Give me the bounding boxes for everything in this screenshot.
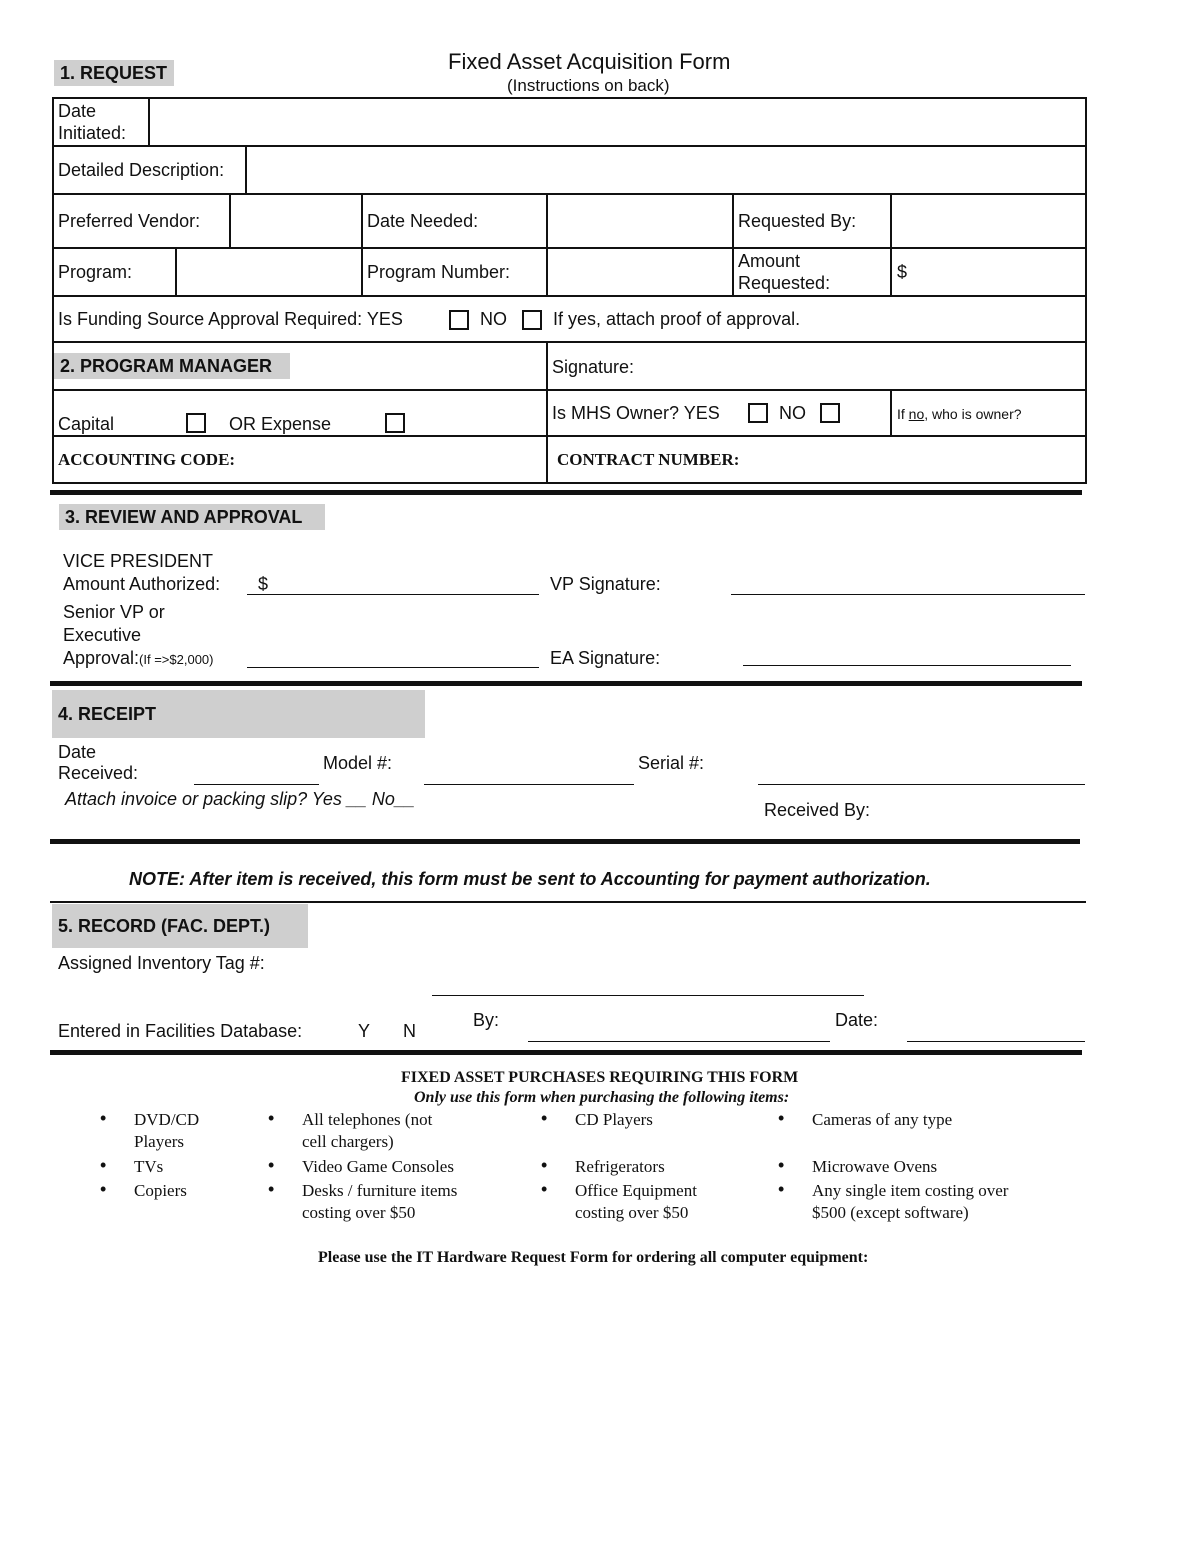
footer-item-line: Video Game Consoles: [302, 1157, 454, 1176]
footer-item-line: Copiers: [134, 1181, 187, 1200]
serial-field[interactable]: [758, 784, 1085, 785]
date-initiated-field[interactable]: [152, 99, 1084, 145]
footer-item: [575, 1109, 653, 1131]
senior-vp-label: Approval:(If =>$2,000): [63, 648, 214, 668]
date-received-label: Date: [58, 742, 97, 762]
bullet-icon: •: [100, 1108, 107, 1128]
preferred-vendor-label: Preferred Vendor:: [58, 211, 201, 231]
footer-item: [134, 1156, 163, 1178]
mhs-owner-no-checkbox[interactable]: [820, 403, 840, 423]
date-field[interactable]: [907, 1041, 1085, 1042]
capital-checkbox[interactable]: [186, 413, 206, 433]
accounting-code-label: ACCOUNTING CODE:: [58, 450, 236, 469]
footer-item: [302, 1180, 457, 1224]
bullet-icon: •: [778, 1179, 785, 1199]
owner-question: If no, who is owner?: [897, 406, 1022, 422]
capital-label: Capital: [58, 414, 115, 434]
attach-invoice-question: Attach invoice or packing slip? Yes __ No__: [65, 789, 415, 809]
vp-signature-label: VP Signature:: [550, 574, 661, 594]
amount-authorized-dollar: $: [258, 574, 269, 594]
date-received-label: Received:: [58, 763, 139, 783]
bullet-icon: •: [100, 1155, 107, 1175]
divider: [50, 901, 1086, 903]
footer-item-line: Microwave Ovens: [812, 1157, 938, 1176]
section-divider: [50, 490, 1082, 495]
bullet-icon: •: [541, 1108, 548, 1128]
amount-requested-field[interactable]: $: [897, 262, 908, 282]
footer-item-line: Players: [134, 1132, 185, 1151]
section-divider: [50, 681, 1082, 686]
footer-item-line: DVD/CD: [134, 1110, 200, 1129]
funding-yes-checkbox[interactable]: [449, 310, 469, 330]
footer-item-line: cell chargers): [302, 1132, 394, 1151]
model-field[interactable]: [424, 784, 634, 785]
detailed-description-field[interactable]: [249, 147, 1084, 193]
mhs-owner-label: Is MHS Owner? YES: [552, 403, 720, 423]
senior-vp-label: Executive: [63, 625, 142, 645]
funding-no-label: NO: [480, 309, 507, 329]
footer-item-line: $500 (except software): [812, 1203, 969, 1222]
footer-heading: FIXED ASSET PURCHASES REQUIRING THIS FORM: [401, 1069, 799, 1086]
amount-authorized-field[interactable]: [247, 594, 539, 595]
accounting-note: NOTE: After item is received, this form must be sent to Accounting for payment authorization.: [129, 869, 931, 889]
footer-item: [575, 1180, 697, 1224]
signature-label: Signature:: [552, 357, 635, 377]
vice-president-label: VICE PRESIDENT: [63, 551, 214, 571]
requested-by-field[interactable]: [894, 195, 1084, 247]
footer-item-line: Desks / furniture items: [302, 1181, 458, 1200]
bullet-icon: •: [778, 1155, 785, 1175]
footer-item-line: Office Equipment: [575, 1181, 697, 1200]
program-number-label: Program Number:: [367, 262, 511, 282]
it-hardware-note: Please use the IT Hardware Request Form for ordering all computer equipment:: [318, 1249, 869, 1266]
footer-item: [812, 1180, 1008, 1224]
footer-item: [812, 1109, 952, 1131]
date-needed-field[interactable]: [550, 195, 730, 247]
footer-item-line: Refrigerators: [575, 1157, 665, 1176]
bullet-icon: •: [268, 1155, 275, 1175]
bullet-icon: •: [100, 1179, 107, 1199]
requested-by-label: Requested By:: [738, 211, 857, 231]
footer-item-line: Cameras of any type: [812, 1110, 953, 1129]
form-title: Fixed Asset Acquisition Form: [448, 49, 731, 74]
inventory-tag-field[interactable]: [432, 995, 864, 996]
date-needed-label: Date Needed:: [367, 211, 479, 231]
by-label: By:: [473, 1010, 500, 1030]
program-number-field[interactable]: [550, 249, 730, 295]
footer-item: [134, 1109, 199, 1153]
ea-signature-field[interactable]: [743, 665, 1071, 666]
divider: [890, 389, 892, 437]
program-manager-signature-field[interactable]: [650, 343, 1084, 389]
form-subtitle: (Instructions on back): [507, 76, 670, 95]
footer-item-line: costing over $50: [302, 1203, 416, 1222]
section-4-heading: 4. RECEIPT: [52, 690, 425, 738]
footer-item: [134, 1180, 187, 1202]
footer-item-line: TVs: [134, 1157, 164, 1176]
bullet-icon: •: [541, 1179, 548, 1199]
footer-item: [302, 1109, 432, 1153]
database-n-option[interactable]: N: [403, 1021, 416, 1041]
section-divider: [50, 1050, 1082, 1055]
serial-label: Serial #:: [638, 753, 705, 773]
funding-no-checkbox[interactable]: [522, 310, 542, 330]
divider: [245, 145, 247, 195]
vp-signature-field[interactable]: [731, 594, 1085, 595]
amount-authorized-label: Amount Authorized:: [63, 574, 221, 594]
accounting-code-field[interactable]: [270, 437, 542, 482]
contract-number-field[interactable]: [780, 437, 1084, 482]
footer-item-line: costing over $50: [575, 1203, 689, 1222]
mhs-owner-yes-checkbox[interactable]: [748, 403, 768, 423]
by-field[interactable]: [528, 1041, 830, 1042]
senior-vp-approval-field[interactable]: [247, 667, 539, 668]
entered-database-label: Entered in Facilities Database:: [58, 1021, 303, 1041]
funding-note: If yes, attach proof of approval.: [553, 309, 801, 329]
date-initiated-label: Initiated:: [58, 123, 127, 143]
footer-subheading: Only use this form when purchasing the following items:: [414, 1089, 790, 1106]
section-1-heading: 1. REQUEST: [54, 60, 174, 86]
bullet-icon: •: [778, 1108, 785, 1128]
received-by-label: Received By:: [764, 800, 871, 820]
program-label: Program:: [58, 262, 133, 282]
footer-item-line: Any single item costing over: [812, 1181, 1009, 1200]
divider: [175, 247, 177, 297]
program-field[interactable]: [179, 249, 359, 295]
date-label: Date:: [835, 1010, 879, 1030]
preferred-vendor-field[interactable]: [233, 195, 359, 247]
footer-item: [302, 1156, 454, 1178]
footer-item: [812, 1156, 937, 1178]
section-divider: [50, 839, 1080, 844]
divider: [229, 193, 231, 249]
database-y-option[interactable]: Y: [358, 1021, 371, 1041]
expense-label: OR Expense: [229, 414, 332, 434]
amount-requested-label: Requested:: [738, 273, 831, 293]
footer-item: [575, 1156, 665, 1178]
ea-signature-label: EA Signature:: [550, 648, 661, 668]
inventory-tag-label: Assigned Inventory Tag #:: [58, 953, 265, 973]
section-5-heading: 5. RECORD (FAC. DEPT.): [52, 904, 308, 948]
model-label: Model #:: [323, 753, 393, 773]
mhs-owner-no-label: NO: [779, 403, 806, 423]
expense-checkbox[interactable]: [385, 413, 405, 433]
funding-question: Is Funding Source Approval Required: YES: [58, 309, 403, 329]
date-initiated-label: Date: [58, 101, 97, 121]
footer-item-line: All telephones (not: [302, 1110, 433, 1129]
footer-item-line: CD Players: [575, 1110, 653, 1129]
divider: [148, 97, 150, 147]
section-3-heading: 3. REVIEW AND APPROVAL: [59, 504, 325, 530]
senior-vp-label: Senior VP or: [63, 602, 165, 622]
date-received-field[interactable]: [194, 784, 319, 785]
bullet-icon: •: [541, 1155, 548, 1175]
detailed-description-label: Detailed Description:: [58, 160, 225, 180]
bullet-icon: •: [268, 1179, 275, 1199]
contract-number-label: CONTRACT NUMBER:: [557, 450, 740, 469]
section-2-heading: 2. PROGRAM MANAGER: [54, 353, 290, 379]
amount-requested-label: Amount: [738, 251, 801, 271]
bullet-icon: •: [268, 1108, 275, 1128]
